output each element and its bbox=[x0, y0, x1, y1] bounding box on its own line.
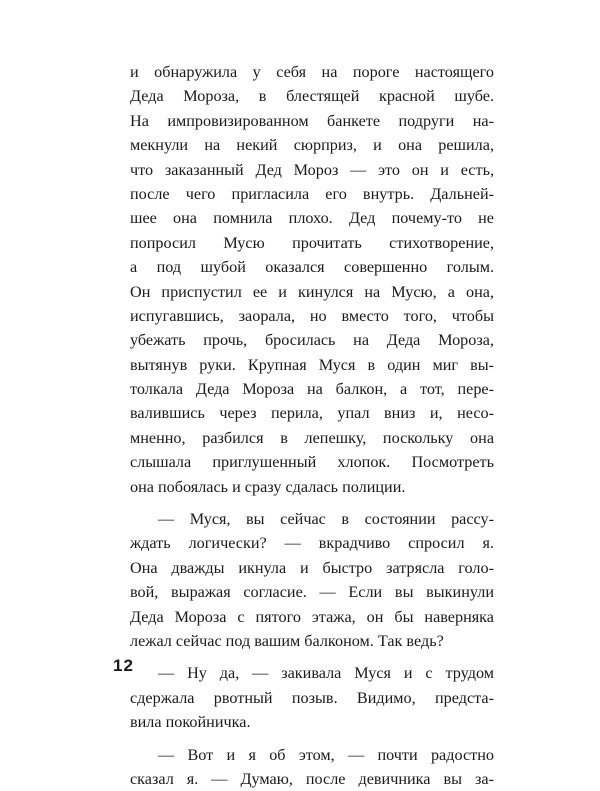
text-line: — Вот и я об этом, — почти радостно bbox=[158, 745, 494, 764]
text-line: ждать логически? — вкрадчиво спросил я. bbox=[130, 534, 494, 553]
body-text bbox=[130, 60, 494, 791]
text-line: она побоялась и сразу сдалась полиции. bbox=[130, 477, 406, 496]
text-line: мекнули на некий сюрприз, и она решила, bbox=[130, 136, 494, 155]
text-line: валившись через перила, упал вниз и, несо- bbox=[130, 404, 494, 423]
text-line: На импровизированном банкете подруги на- bbox=[130, 111, 494, 130]
text-line: после чего пригласила его внутрь. Дальней- bbox=[130, 184, 494, 203]
paragraph-gap bbox=[130, 653, 494, 661]
paragraph-gap bbox=[130, 499, 494, 507]
text-line: — Муся, вы сейчас в состоянии рассу- bbox=[158, 510, 494, 529]
text-line: сказал я. — Думаю, после девичника вы за- bbox=[130, 769, 494, 788]
text-line: Деда Мороза, в блестящей красной шубе. bbox=[130, 87, 494, 106]
text-line: слышала приглушенный хлопок. Посмотреть bbox=[130, 453, 494, 472]
text-line: вытянув руки. Крупная Муся в один миг вы- bbox=[130, 355, 494, 374]
text-line: убежать прочь, бросилась на Деда Мороза, bbox=[130, 331, 494, 350]
paragraph bbox=[130, 507, 494, 653]
page-number: 12 bbox=[113, 656, 134, 675]
paragraph bbox=[130, 661, 494, 734]
text-line: Он приспустил ее и кинулся на Мусю, а она, bbox=[130, 282, 494, 301]
text-line: толкала Деда Мороза на балкон, а тот, пере- bbox=[130, 380, 494, 399]
text-line: лежал сейчас под вашим балконом. Так ведь? bbox=[130, 631, 444, 650]
text-line: вила покойничка. bbox=[130, 713, 251, 732]
paragraph bbox=[130, 60, 494, 499]
text-line: попросил Мусю прочитать стихотворение, bbox=[130, 233, 494, 252]
paragraph-gap bbox=[130, 735, 494, 743]
text-line: что заказанный Дед Мороз — это он и есть, bbox=[130, 160, 494, 179]
text-line: и обнаружила у себя на пороге настоящего bbox=[130, 63, 494, 81]
text-line: Деда Мороза с пятого этажа, он бы наверняка bbox=[130, 607, 494, 626]
text-line: сдержала рвотный позыв. Видимо, предста- bbox=[130, 688, 494, 707]
text-line: испугавшись, заорала, но вместо того, чтобы bbox=[130, 306, 494, 325]
text-line: вой, выражая согласие. — Если вы выкинули bbox=[130, 583, 494, 602]
text-line: — Ну да, — закивала Муся и с трудом bbox=[158, 664, 494, 683]
text-line: а под шубой оказался совершенно голым. bbox=[130, 258, 494, 277]
text-line: шее она помнила плохо. Дед почему-то не bbox=[130, 209, 494, 228]
text-line: Она дважды икнула и быстро затрясла голо- bbox=[130, 558, 494, 577]
text-line: мненно, разбился в лепешку, поскольку она bbox=[130, 428, 494, 447]
